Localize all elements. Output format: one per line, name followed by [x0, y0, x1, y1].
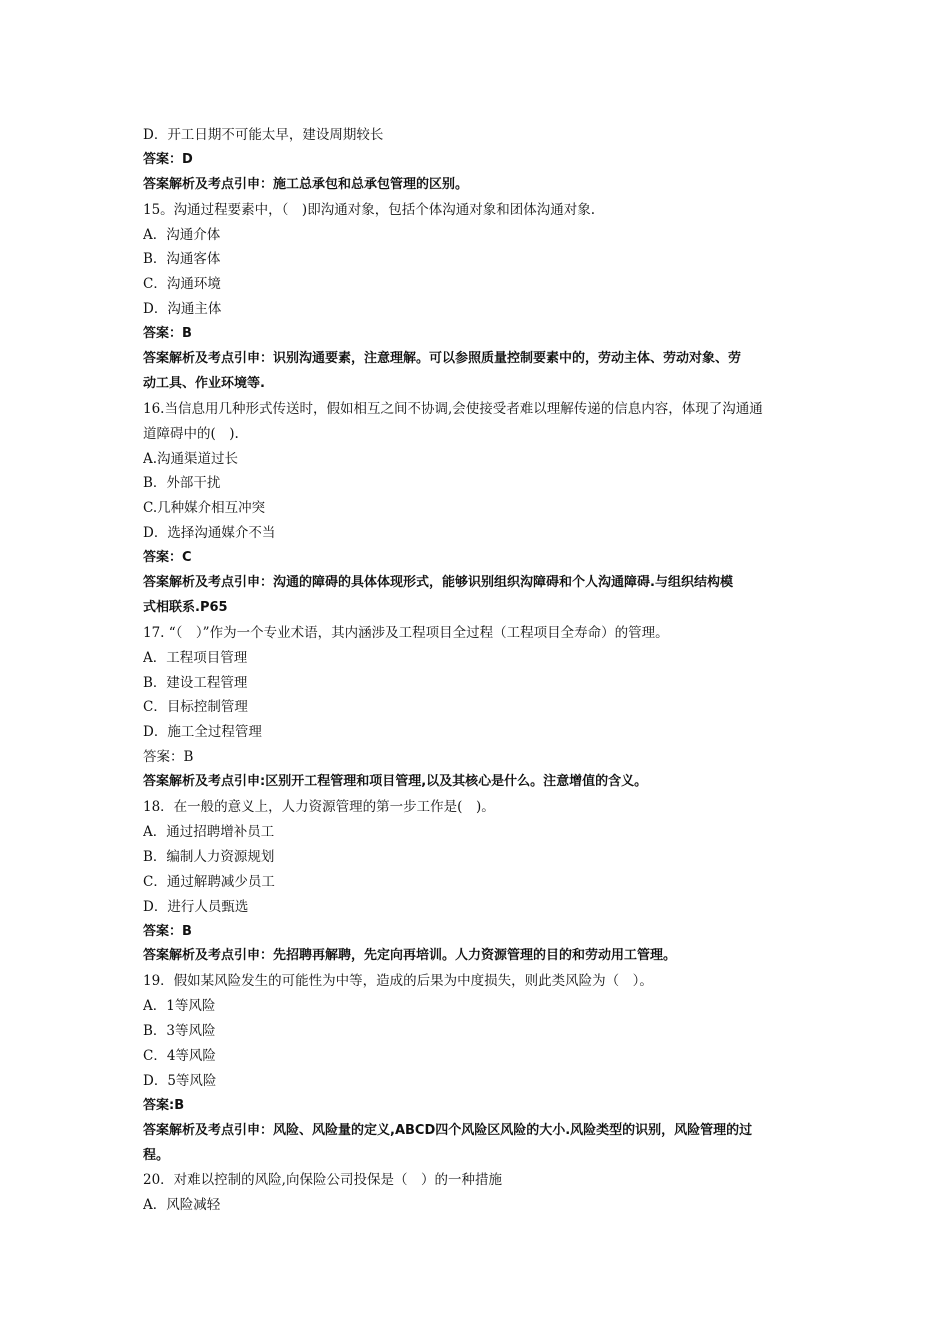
text-line: C.几种媒介相互冲突: [143, 500, 266, 517]
text-line: B．沟通客体: [143, 251, 221, 268]
answer-line: 答案解析及考点引申：先招聘再解聘，先定向再培训。人力资源管理的目的和劳动用工管理。: [143, 948, 677, 964]
text-line: B．建设工程管理: [143, 674, 248, 691]
answer-line: 答案解析及考点引申：识别沟通要素，注意理解。可以参照质量控制要素中的，劳动主体、劳动对象、劳: [143, 351, 742, 367]
text-line: 16.当信息用几种形式传送时，假如相互之间不协调,会使接受者难以理解传递的信息内容，体现了沟通通: [143, 400, 763, 417]
answer-line: 答案:B: [143, 1097, 185, 1113]
text-line: B．外部干扰: [143, 475, 221, 492]
text-line: C．通过解聘减少员工: [143, 873, 275, 890]
text-line: 18．在一般的意义上，人力资源管理的第一步工作是( )。: [143, 799, 495, 816]
text-line: A．工程项目管理: [143, 649, 248, 666]
answer-line: 答案解析及考点引申：施工总承包和总承包管理的区别。: [143, 176, 469, 192]
answer-line: 答案解析及考点引申：沟通的障碍的具体体现形式，能够识别组织沟障碍和个人沟通障碍.与组织结构模: [143, 575, 733, 591]
text-line: 19．假如某风险发生的可能性为中等，造成的后果为中度损失，则此类风险为（ ）。: [143, 973, 653, 990]
answer-line: 答案：C: [143, 550, 192, 566]
text-line: C．沟通环境: [143, 276, 221, 293]
text-line: 答案：B: [143, 749, 194, 766]
text-line: A．1等风险: [143, 998, 216, 1015]
text-line: C．4等风险: [143, 1047, 216, 1064]
answer-line: 答案：B: [143, 326, 192, 342]
text-line: B．编制人力资源规划: [143, 848, 275, 865]
text-line: D．5等风险: [143, 1072, 217, 1089]
text-line: A.沟通渠道过长: [143, 450, 239, 467]
text-line: 17. “（ ）”作为一个专业术语，其内涵涉及工程项目全过程（工程项目全寿命）的管理。: [143, 624, 669, 641]
text-line: D．开工日期不可能太早，建设周期较长: [143, 127, 384, 143]
text-line: D．沟通主体: [143, 301, 222, 318]
text-line: D．进行人员甄选: [143, 898, 249, 915]
text-line: A．沟通介体: [143, 226, 221, 243]
answer-line: 答案：D: [143, 151, 193, 167]
answer-line: 动工具、作业环境等.: [143, 375, 265, 391]
text-line: 15。沟通过程要素中，（ )即沟通对象，包括个体沟通对象和团体沟通对象.: [143, 201, 595, 218]
answer-line: 答案解析及考点引申：风险、风险量的定义,ABCD四个风险区风险的大小.风险类型的识别，风险管理的过: [143, 1122, 753, 1138]
answer-line: 答案：B: [143, 923, 192, 939]
document-page: [143, 123, 811, 1218]
text-line: 20．对难以控制的风险,向保险公司投保是（ ）的一种措施: [143, 1172, 502, 1189]
text-line: B．3等风险: [143, 1023, 216, 1040]
text-line: D．施工全过程管理: [143, 724, 262, 741]
answer-line: 答案解析及考点引申:区别开工程管理和项目管理,以及其核心是什么。注意增值的含义。: [143, 774, 648, 790]
text-line: 道障碍中的( ).: [143, 425, 239, 442]
text-line: A．通过招聘增补员工: [143, 823, 275, 840]
text-line: D．选择沟通媒介不当: [143, 525, 276, 542]
answer-line: 式相联系.P65: [143, 599, 228, 615]
text-line: A．风险减轻: [143, 1197, 221, 1214]
answer-line: 程。: [143, 1147, 170, 1163]
text-line: C．目标控制管理: [143, 699, 248, 716]
